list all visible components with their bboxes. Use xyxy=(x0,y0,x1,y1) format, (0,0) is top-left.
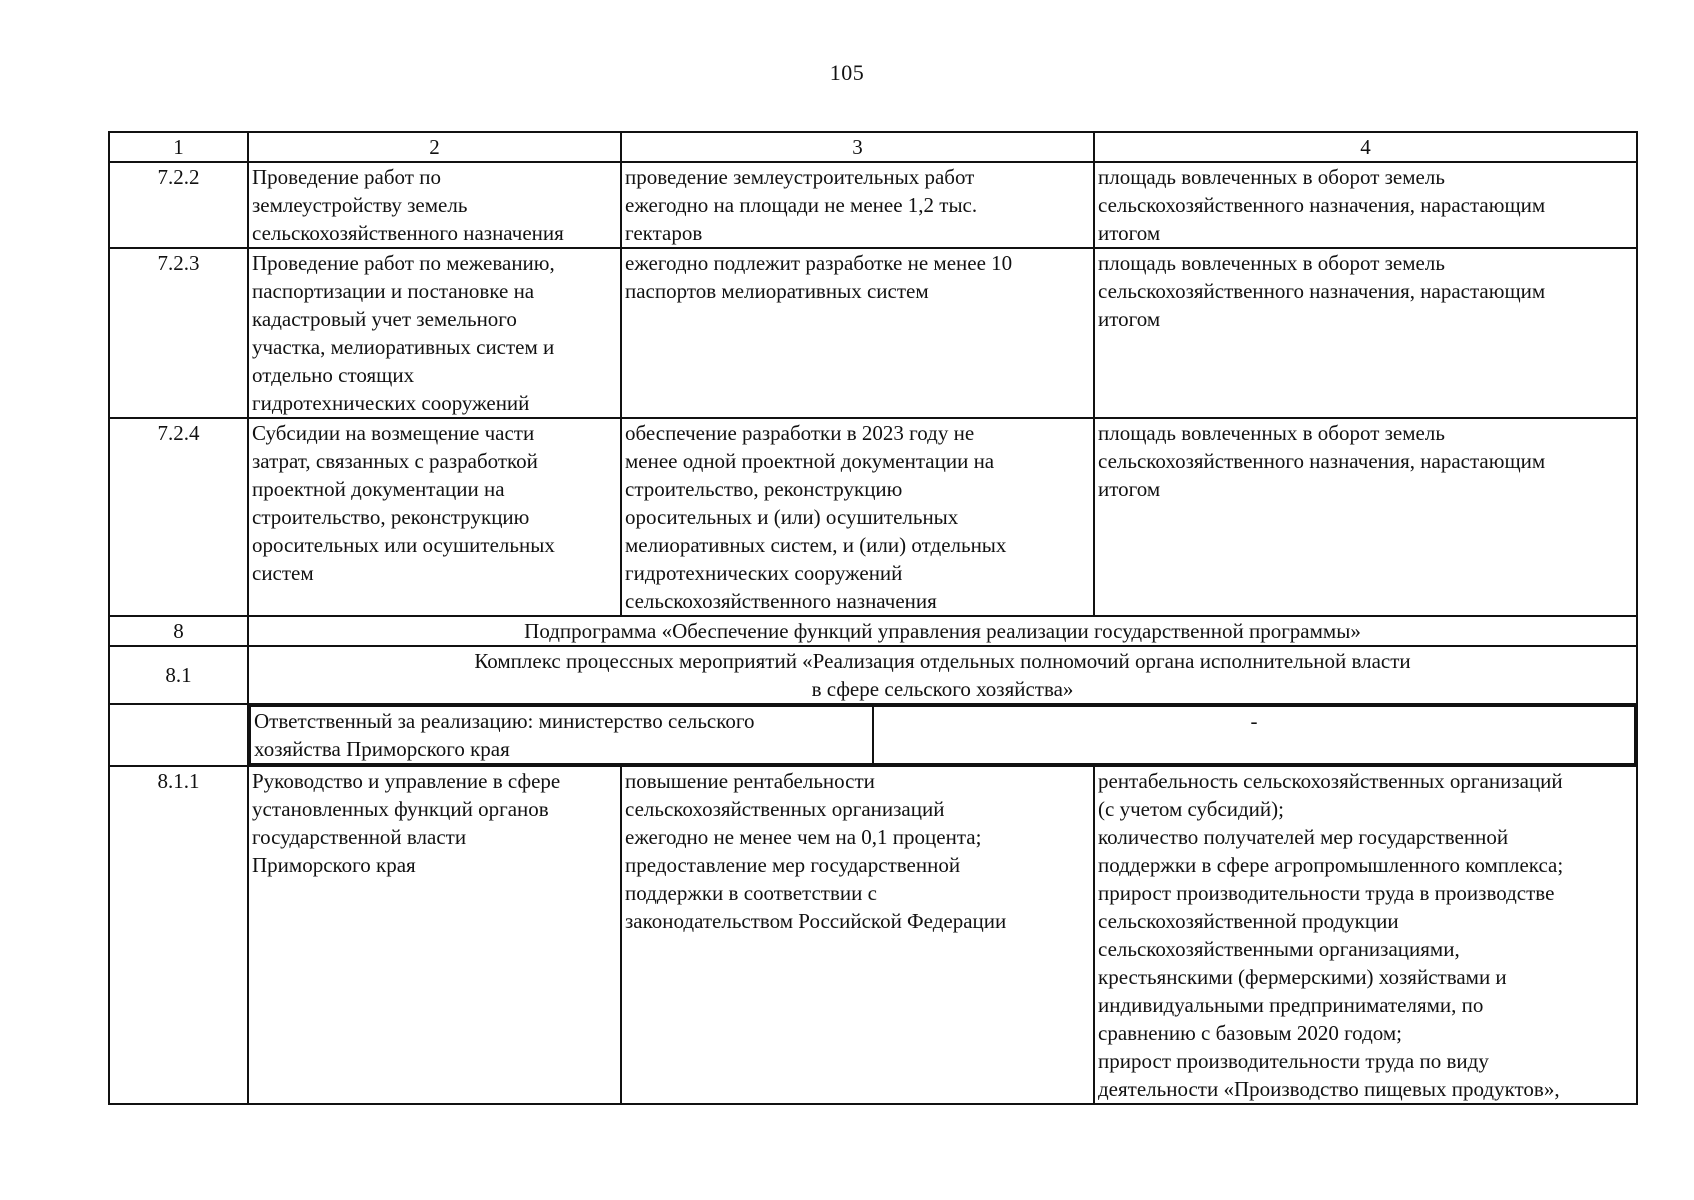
indicator-cell: площадь вовлеченных в оборот земель сельскохозяйственного назначения, нарастающим итогом xyxy=(1094,418,1637,616)
responsible-row xyxy=(109,704,1637,766)
table-header-row xyxy=(109,132,1637,162)
page-number: 105 xyxy=(829,60,865,85)
header-cell-4: 4 xyxy=(1094,132,1637,162)
row-number: 8.1.1 xyxy=(109,766,248,1104)
header-cell-3: 3 xyxy=(621,132,1094,162)
row-number: 7.2.4 xyxy=(109,418,248,616)
responsible-cell xyxy=(248,704,1637,766)
table-row xyxy=(109,162,1637,248)
subprogram-title: Подпрограмма «Обеспечение функций управления реализации государственной программы» xyxy=(248,616,1637,646)
complex-row xyxy=(109,646,1637,704)
indicator-cell: площадь вовлеченных в оборот земель сельскохозяйственного назначения, нарастающим итогом xyxy=(1094,248,1637,418)
responsible-text: Ответственный за реализацию: министерство сельского хозяйства Приморского края xyxy=(250,706,873,764)
header-cell-1: 1 xyxy=(109,132,248,162)
measure-name-cell: Субсидии на возмещение части затрат, связанных с разработкой проектной документации на строительство, реконструкцию оросительных или осушительных систем xyxy=(248,418,621,616)
responsible-value: - xyxy=(873,706,1635,764)
header-cell-2: 2 xyxy=(248,132,621,162)
table-row xyxy=(109,766,1637,1104)
expected-result-cell: проведение землеустроительных работ ежегодно на площади не менее 1,2 тыс. гектаров xyxy=(621,162,1094,248)
subprogram-row xyxy=(109,616,1637,646)
measure-name-cell: Проведение работ по межеванию, паспортизации и постановке на кадастровый учет земельного участка, мелиоративных систем и отдельно стоящих гидротехнических сооружений xyxy=(248,248,621,418)
row-number: 7.2.2 xyxy=(109,162,248,248)
measure-name-cell: Проведение работ по землеустройству земель сельскохозяйственного назначения xyxy=(248,162,621,248)
subprogram-number: 8 xyxy=(109,616,248,646)
indicator-cell: рентабельность сельскохозяйственных организаций (с учетом субсидий); количество получателей мер государственной поддержки в сфере агропромышленного комплекса; прирост производительности труда в производстве сельскохозяйственной продукции сельскохозяйственными организациями, крестьянскими (фермерскими) хозяйствами и индивидуальными предпринимателями, по сравнению с базовым 2020 годом; прирост производительности труда по виду деятельности «Производство пищевых продуктов», xyxy=(1094,766,1637,1104)
table-row xyxy=(109,248,1637,418)
expected-result-cell: повышение рентабельности сельскохозяйственных организаций ежегодно не менее чем на 0,1 процента; предоставление мер государственной поддержки в соответствии с законодательством Российской Федерации xyxy=(621,766,1094,1104)
indicator-cell: площадь вовлеченных в оборот земель сельскохозяйственного назначения, нарастающим итогом xyxy=(1094,162,1637,248)
measure-name-cell: Руководство и управление в сфере установленных функций органов государственной власти Приморского края xyxy=(248,766,621,1104)
expected-result-cell: обеспечение разработки в 2023 году не менее одной проектной документации на строительство, реконструкцию оросительных и (или) осушительных мелиоративных систем, и (или) отдельных гидротехнических сооружений сельскохозяйственного назначения xyxy=(621,418,1094,616)
empty-number-cell xyxy=(109,704,248,766)
table-row xyxy=(109,418,1637,616)
complex-number: 8.1 xyxy=(109,646,248,704)
complex-title: Комплекс процессных мероприятий «Реализация отдельных полномочий органа исполнительной власти в сфере сельского хозяйства» xyxy=(248,646,1637,704)
row-number: 7.2.3 xyxy=(109,248,248,418)
expected-result-cell: ежегодно подлежит разработке не менее 10 паспортов мелиоративных систем xyxy=(621,248,1094,418)
program-table xyxy=(108,131,1638,1105)
